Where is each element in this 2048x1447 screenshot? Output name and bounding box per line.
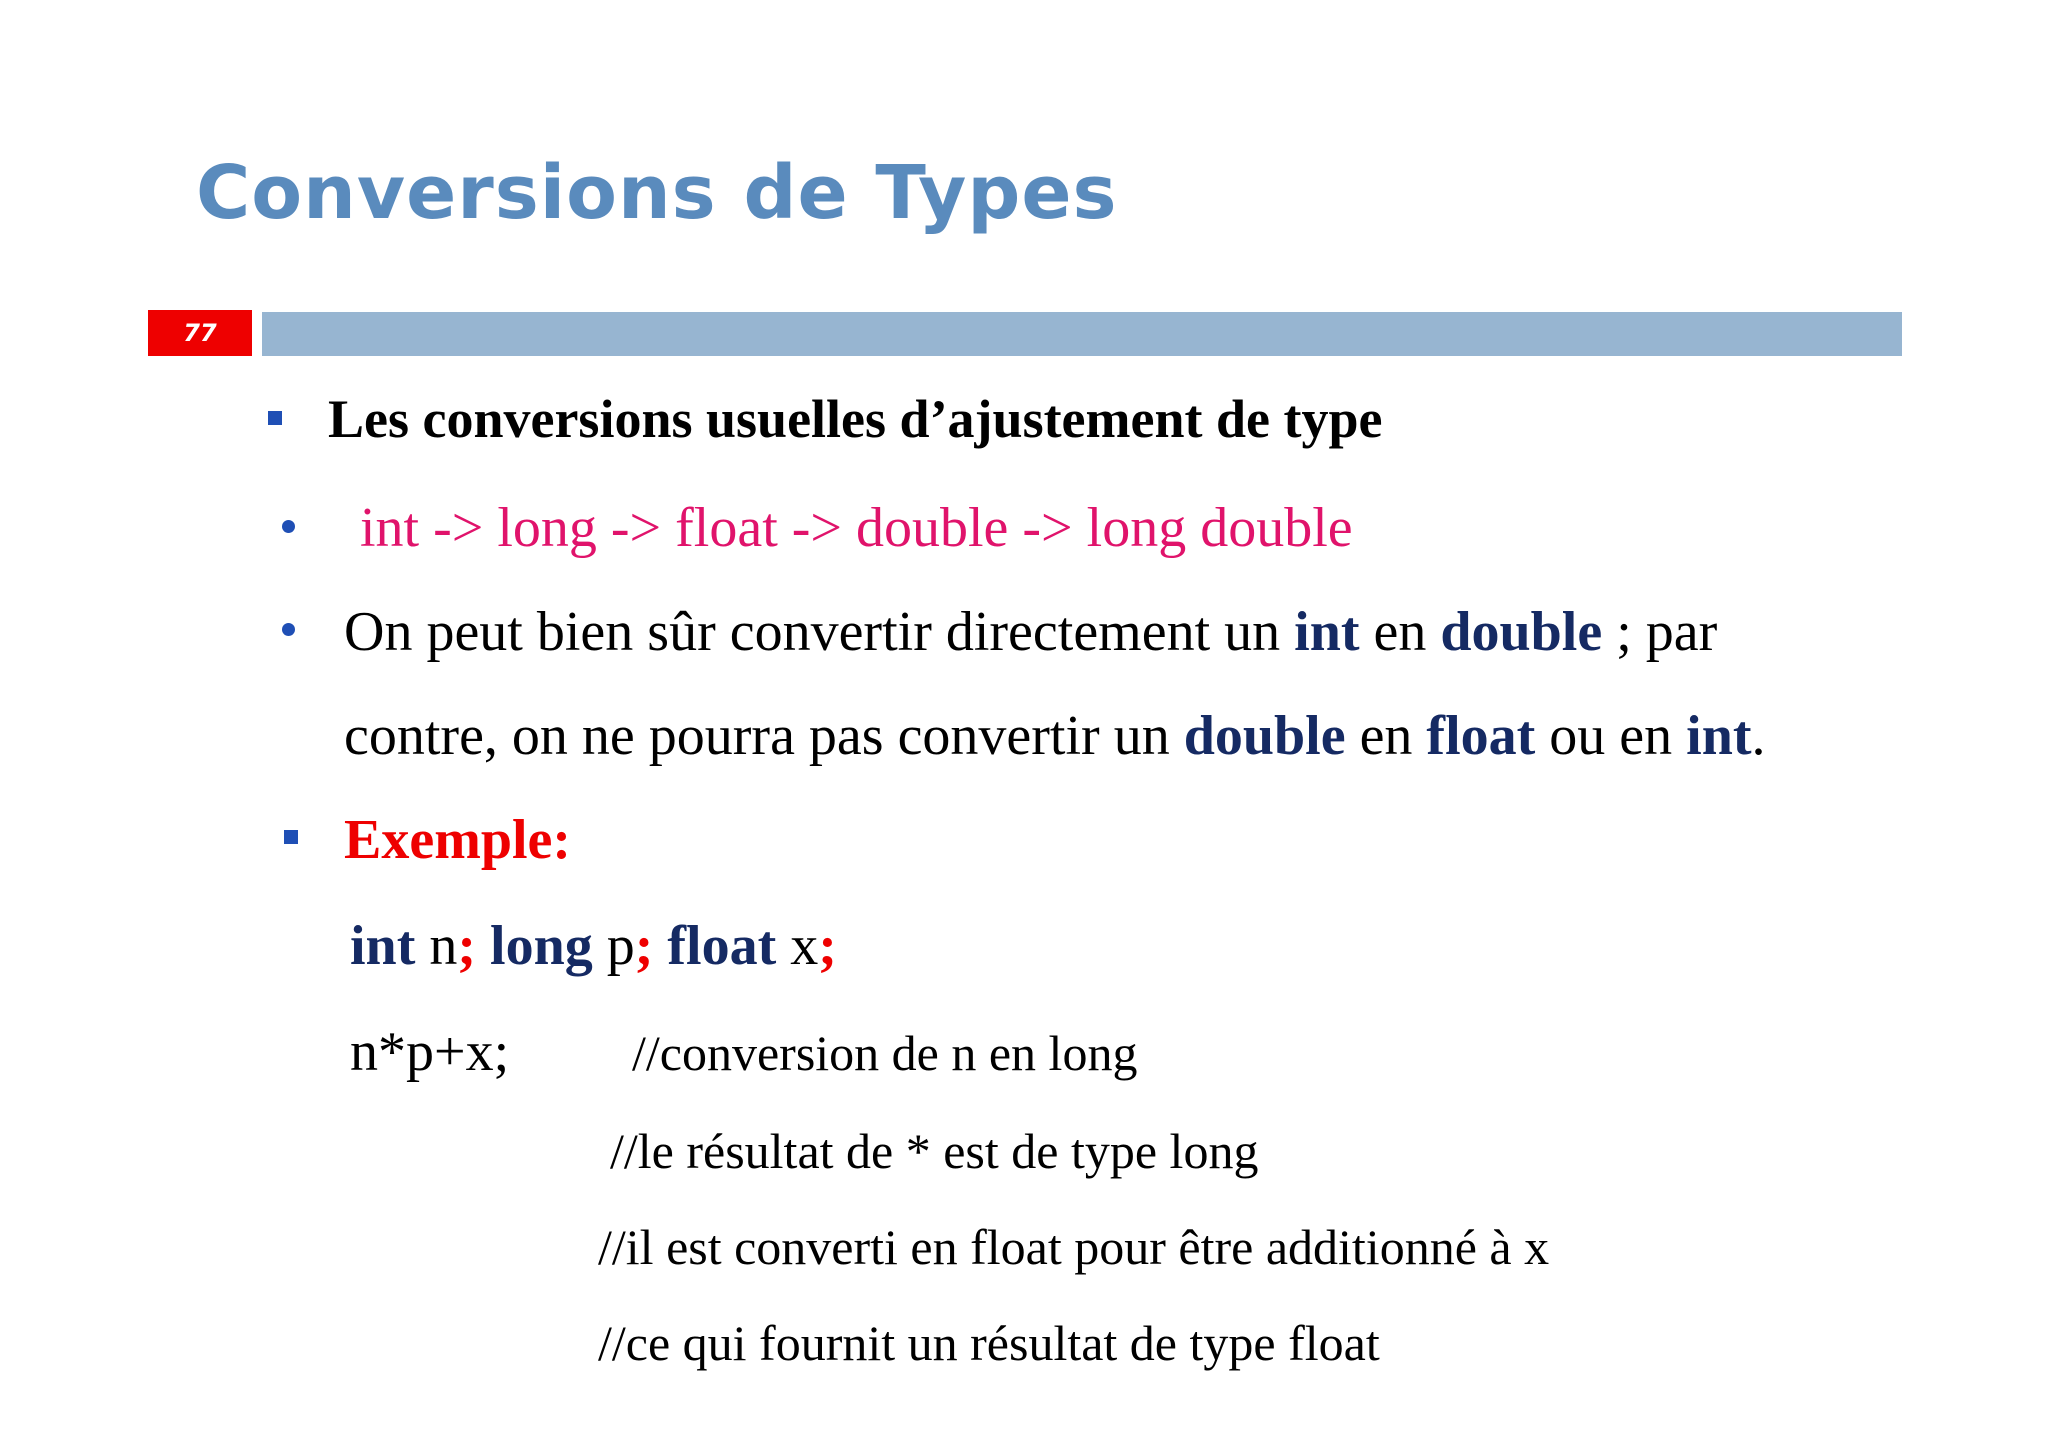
keyword-long: long — [476, 915, 593, 977]
code-comment: //ce qui fournit un résultat de type float — [598, 1315, 1380, 1371]
variable: n — [415, 915, 458, 977]
paragraph-line-1 — [344, 601, 1718, 663]
slide-title: Conversions de Types — [196, 150, 1118, 236]
para-text: ; par — [1602, 601, 1718, 663]
semicolon: ; — [818, 915, 837, 977]
page-number-badge: 77 — [148, 310, 252, 356]
para-text: contre, on ne pourra pas convertir un — [344, 705, 1184, 767]
keyword-int: int — [1294, 601, 1360, 663]
semicolon: ; — [634, 915, 654, 977]
keyword-float: float — [1426, 705, 1536, 767]
code-comment: //le résultat de * est de type long — [610, 1123, 1259, 1179]
keyword-float: float — [653, 915, 777, 977]
code-declaration — [350, 915, 837, 977]
code-expression: n*p+x; — [350, 1021, 510, 1083]
section-heading: Les conversions usuelles d’ajustement de type — [328, 389, 1383, 449]
para-text: . — [1751, 705, 1766, 767]
variable: x — [776, 915, 819, 977]
para-text: en — [1345, 705, 1427, 767]
title-underline-bar — [262, 312, 1902, 356]
paragraph-line-2 — [344, 705, 1766, 767]
keyword-double: double — [1440, 601, 1603, 663]
square-bullet-icon — [284, 830, 298, 844]
para-text: On peut bien sûr convertir directement un — [344, 601, 1295, 663]
semicolon: ; — [457, 915, 477, 977]
conversion-hierarchy: int -> long -> float -> double -> long double — [360, 497, 1353, 559]
variable: p — [592, 915, 635, 977]
keyword-int: int — [1686, 705, 1752, 767]
code-comment: //il est converti en float pour être additionné à x — [598, 1219, 1550, 1275]
para-text: ou en — [1535, 705, 1687, 767]
keyword-double: double — [1183, 705, 1346, 767]
round-bullet-icon — [282, 623, 295, 636]
round-bullet-icon — [282, 520, 295, 533]
example-label: Exemple: — [344, 809, 572, 871]
keyword-int: int — [350, 915, 416, 977]
para-text: en — [1359, 601, 1441, 663]
square-bullet-icon — [268, 411, 282, 425]
code-comment: //conversion de n en long — [632, 1025, 1138, 1081]
